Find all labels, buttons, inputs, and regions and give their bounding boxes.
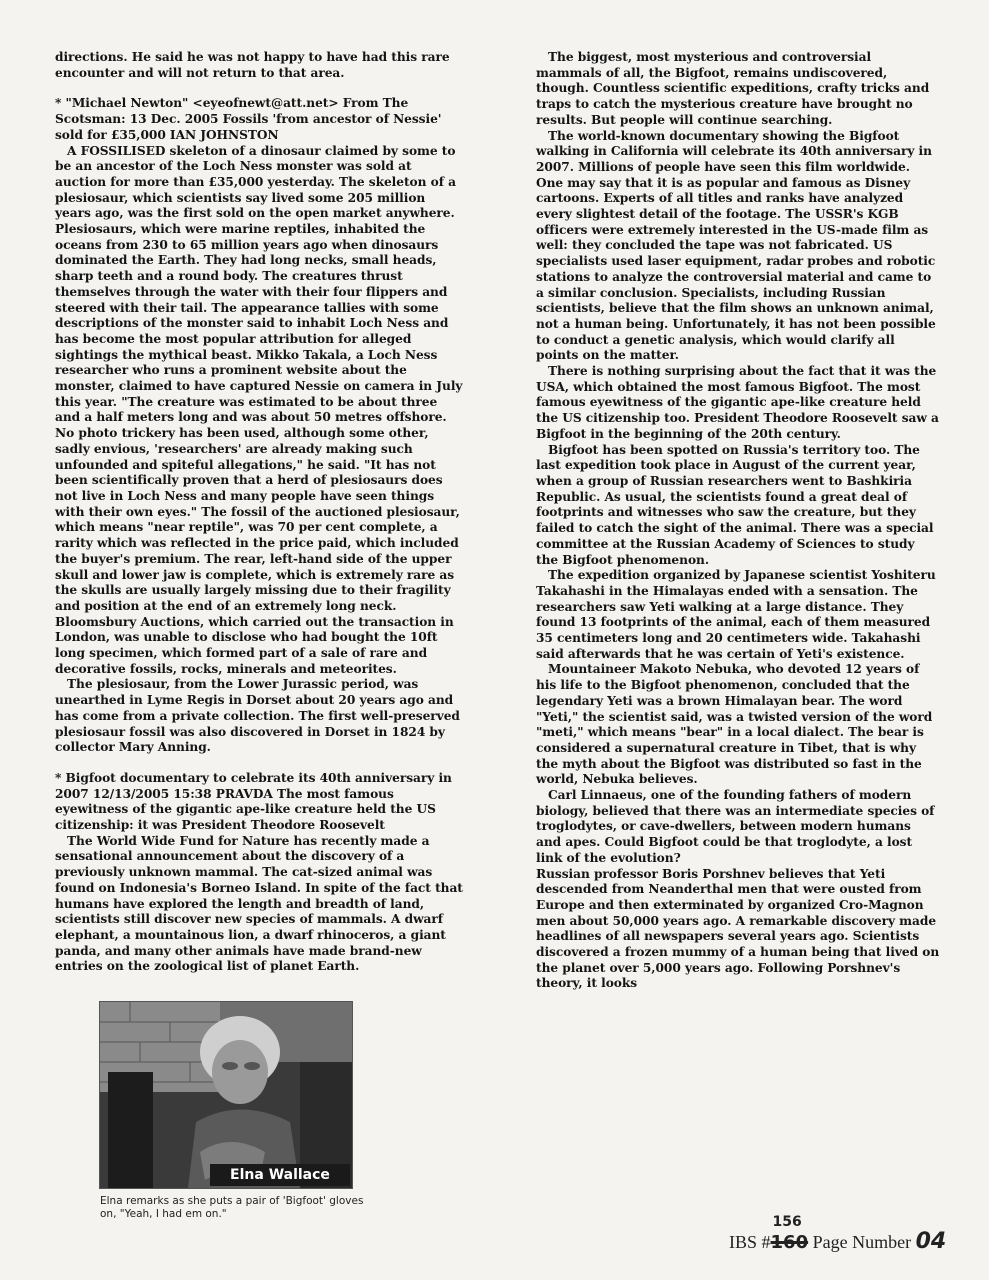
- photo-name-label: Elna Wallace: [210, 1164, 350, 1186]
- issue-number-struck: 160: [770, 1232, 809, 1253]
- right-column-paragraph: There is nothing surprising about the fact that it was the USA, which obtained the most famous Bigfoot. The most famous eyewitness of the gigantic ape-like creature held the US citizenship too. President Theodore Roosevelt saw a Bigfoot in the beginning of the 20th century.: [536, 364, 939, 441]
- right-column-paragraph: The biggest, most mysterious and controversial mammals of all, the Bigfoot, remains undiscovered, though. Countless scientific expeditions, crafty tricks and traps to catch the mysterious creature have brought no results. But people will continue searching.: [536, 50, 930, 127]
- page-footer: [729, 1214, 947, 1254]
- page-number-label: Page Number: [812, 1232, 912, 1252]
- left-column-paragraph: * Bigfoot documentary to celebrate its 40th anniversary in 2007 12/13/2005 15:38 PRAVDA The most famous eyewitness of the gigantic ape-like creature held the US citizenship: it was President Theodore Roosevelt: [55, 770, 452, 833]
- photo-caption: Elna remarks as she puts a pair of 'Bigfoot' gloves on, "Yeah, I had em on.": [100, 1195, 364, 1220]
- photo-image: [100, 1002, 352, 1188]
- left-column-paragraph: The plesiosaur, from the Lower Jurassic period, was unearthed in Lyme Regis in Dorset about 20 years ago and has come from a private collection. The first well-preserved plesiosaur fossil was also discovered in Dorset in 1824 by collector Mary Anning.: [55, 677, 460, 755]
- paragraph-gap: [55, 81, 463, 96]
- footer-prefix: IBS #: [729, 1232, 771, 1252]
- issue-number-handwritten: 156: [772, 1214, 802, 1230]
- right-column-paragraph: The expedition organized by Japanese scientist Yoshiteru Takahashi in the Himalayas ended with a sensation. The researchers saw Yeti walking at a large distance. They found 13 footprints of the animal, each of them measured 35 centimeters long and 20 centimeters wide. Takahashi said afterwards that he was certain of Yeti's existence.: [536, 568, 936, 661]
- left-column-paragraph: * "Michael Newton" <eyeofnewt@att.net> From The Scotsman: 13 Dec. 2005 Fossils 'from ancestor of Nessie' sold for £35,000 IAN JOHNSTON: [55, 96, 442, 142]
- paragraph-gap: [55, 756, 463, 771]
- left-column-paragraph: A FOSSILISED skeleton of a dinosaur claimed by some to be an ancestor of the Loch Ness monster was sold at auction for more than £35,000 yesterday. The skeleton of a plesiosaur, which scientists say lived some 205 million years ago, was the first sold on the open market anywhere. Plesiosaurs, which were marine reptiles, inhabited the oceans from 230 to 65 million years ago when dinosaurs dominated the Earth. They had long necks, small heads, sharp teeth and a round body. The creatures thrust themselves through the water with their four flippers and steered with their tail. The appearance tallies with some descriptions of the monster said to inhabit Loch Ness and has become the most popular attribution for alleged sightings the mythical beast. Mikko Takala, a Loch Ness researcher who runs a prominent website about the monster, claimed to have captured Nessie on camera in July this year. "The creature was estimated to be about three and a half meters long and was about 50 metres offshore. No photo trickery has been used, although some other, sadly envious, 'researchers' are already making such unfounded and spiteful allegations," he said. "It has not been scientifically proven that a herd of plesiosaurs does not live in Loch Ness and many people have seen things with their own eyes." The fossil of the auctioned plesiosaur, which means "near reptile", was 70 per cent complete, a rarity which was reflected in the price paid, which included the buyer's premium. The rear, left-hand side of the upper skull and lower jaw is complete, which is extremely rare as the skulls are usually largely missing due to their fragility and position at the end of an extremely long neck. Bloomsbury Auctions, which carried out the transaction in London, was unable to disclose who had bought the 10ft long specimen, which formed part of a sale of rare and decorative fossils, rocks, minerals and meteorites.: [55, 143, 463, 676]
- right-column-paragraph: The world-known documentary showing the Bigfoot walking in California will celebrate its 40th anniversary in 2007. Millions of people have seen this film worldwide. One may say that it is as popular and famous as Disney cartoons. Experts of all titles and ranks have analyzed every slightest detail of the footage. The USSR's KGB officers were extremely interested in the US-made film as well: they concluded the tape was not fabricated. US specialists used laser equipment, radar probes and robotic stations to analyze the controversial material and came to a similar conclusion. Specialists, including Russian scientists, believe that the film shows an unknown animal, not a human being. Unfortunately, it has not been possible to conduct a genetic analysis, which would clarify all points on the matter.: [536, 128, 936, 363]
- left-column-paragraph: directions. He said he was not happy to have had this rare encounter and will not return to that area.: [55, 50, 450, 80]
- right-column-paragraph: Carl Linnaeus, one of the founding fathers of modern biology, believed that there was an intermediate species of troglodytes, or cave-dwellers, between modern humans and apes. Could Bigfoot could be that troglodyte, a lost link of the evolution?: [536, 788, 935, 865]
- issue-number: [770, 1214, 809, 1253]
- right-column-paragraph: Bigfoot has been spotted on Russia's territory too. The last expedition took place in August of the current year, when a group of Russian researchers went to Bashkiria Republic. As usual, the scientists found a great deal of footprints and witnesses who saw the creature, but they failed to catch the sight of the animal. There was a special committee at the Russian Academy of Sciences to study the Bigfoot phenomenon.: [536, 442, 934, 567]
- page-number: 04: [915, 1229, 947, 1254]
- right-column-paragraph: Mountaineer Makoto Nebuka, who devoted 12 years of his life to the Bigfoot phenomenon, concluded that the legendary Yeti was a brown Himalayan bear. The word "Yeti," the scientist said, was a twisted version of the word "meti," which means "bear" in a local dialect. The bear is considered a supernatural creature in Tibet, that is why the myth about the Bigfoot was distributed so fast in the world, Nebuka believes.: [536, 662, 933, 787]
- right-column-paragraph: Russian professor Boris Porshnev believes that Yeti descended from Neanderthal men that were ousted from Europe and then exterminated by organized Cro-Magnon men about 50,000 years ago. A remarkable discovery made headlines of all newspapers several years ago. Scientists discovered a frozen mummy of a human being that lived on the planet over 5,000 years ago. Following Porshnev's theory, it looks: [536, 866, 940, 991]
- photo-elna-wallace: [99, 1001, 353, 1189]
- left-column: [55, 50, 463, 975]
- right-column: [536, 50, 940, 992]
- left-column-paragraph: The World Wide Fund for Nature has recently made a sensational announcement about the discovery of a previously unknown mammal. The cat-sized animal was found on Indonesia's Borneo Island. In spite of the fact that humans have explored the length and breadth of land, scientists still discover new species of mammals. A dwarf elephant, a mountainous lion, a dwarf rhinoceros, a giant panda, and many other animals have made brand-new entries on the zoological list of planet Earth.: [55, 833, 463, 974]
